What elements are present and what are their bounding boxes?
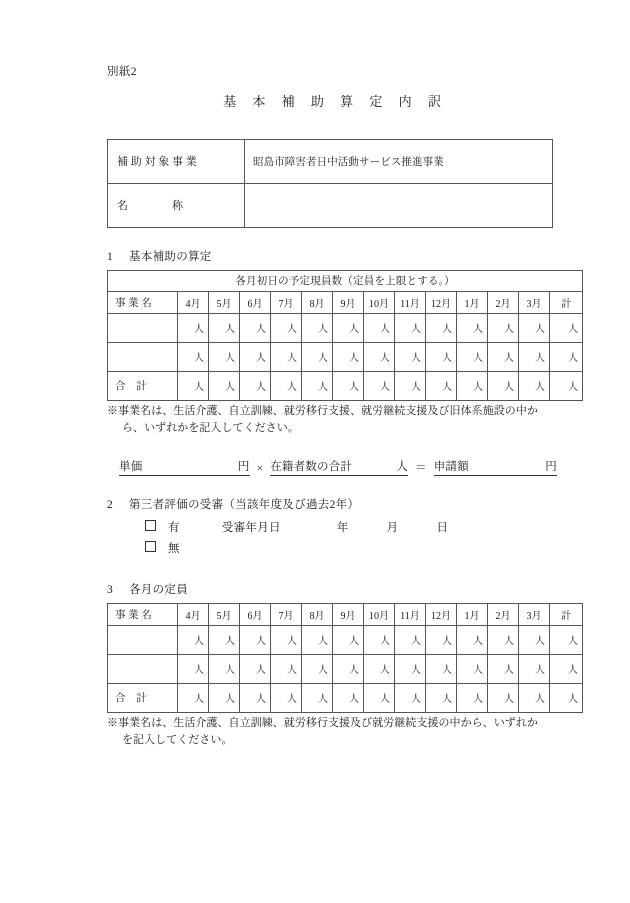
cell-s1r2-m6[interactable]: 人	[240, 342, 271, 371]
cell-s3r2-m5[interactable]: 人	[209, 654, 240, 683]
row-label-total-wrap	[115, 690, 170, 705]
section-1-note-line-2: ら、いずれかを記入してください。	[122, 422, 299, 435]
checkbox-icon-yes[interactable]	[145, 520, 156, 531]
row-label-business-1[interactable]	[108, 625, 178, 654]
section-3-heading	[107, 583, 557, 598]
info-label-text-wrap	[117, 153, 235, 169]
enrolled-total-people-unit: 人	[370, 458, 408, 476]
cell-s3total-m3[interactable]: 人	[519, 683, 550, 712]
cell-s1total-m5[interactable]: 人	[209, 371, 240, 400]
column-header-month-12: 12月	[426, 291, 457, 313]
cell-s1total-m2[interactable]: 人	[488, 371, 519, 400]
column-header-month-11: 11月	[395, 603, 426, 625]
cell-s1total-m6[interactable]: 人	[240, 371, 271, 400]
cell-s3r1-m9[interactable]: 人	[333, 625, 364, 654]
evaluation-date-year[interactable]: 年	[336, 522, 349, 535]
table-row	[108, 139, 553, 183]
cell-s3r2-m8[interactable]: 人	[302, 654, 333, 683]
option-row-no[interactable]	[107, 539, 557, 560]
document-title: 基 本 補 助 算 定 内 訳	[223, 93, 448, 109]
section-3-note-line-1: ※事業名は、生活介護、自立訓練、就労移行支援及び就労継続支援の中から、いずれか	[107, 716, 538, 729]
row-label-total	[108, 371, 178, 400]
column-header-total: 計	[550, 291, 583, 313]
info-label-target-business	[108, 139, 245, 183]
cell-s3total-m2[interactable]: 人	[488, 683, 519, 712]
column-header-month-5: 5月	[209, 291, 240, 313]
cell-s3r1-m1[interactable]: 人	[457, 625, 488, 654]
section-1-title: 基本補助の算定	[129, 250, 212, 263]
cell-s3r2-m10[interactable]: 人	[364, 654, 395, 683]
section-1-note-line-1: ※事業名は、生活介護、自立訓練、就労移行支援、就労継続支援及び旧体系施設の中か	[107, 404, 538, 417]
column-header-month-8: 8月	[302, 291, 333, 313]
column-header-month-3: 3月	[519, 291, 550, 313]
document-content	[107, 66, 579, 750]
cell-s3r1-m4[interactable]: 人	[178, 625, 209, 654]
cell-s3r1-m6[interactable]: 人	[240, 625, 271, 654]
cell-s1r2-m8[interactable]: 人	[302, 342, 333, 371]
section-1-note	[107, 403, 557, 439]
column-header-month-1: 1月	[457, 291, 488, 313]
section-2-heading	[107, 498, 557, 513]
column-header-month-6: 6月	[240, 603, 271, 625]
evaluation-date-label: 受審年月日	[221, 522, 281, 535]
column-header-month-6: 6月	[240, 291, 271, 313]
info-label-value: 補 助 対 象 事 業	[117, 156, 197, 169]
cell-s3total-m11[interactable]: 人	[395, 683, 426, 712]
cell-s1total-m4[interactable]: 人	[178, 371, 209, 400]
column-header-month-7: 7月	[271, 291, 302, 313]
evaluation-date-day[interactable]: 日	[436, 522, 449, 535]
column-header-month-9: 9月	[333, 291, 364, 313]
cell-s3r1-m8[interactable]: 人	[302, 625, 333, 654]
monthly-capacity-table	[107, 603, 583, 713]
cell-s1r1-m7[interactable]: 人	[271, 313, 302, 342]
cell-s3total-m12[interactable]: 人	[426, 683, 457, 712]
cell-s3r1-m7[interactable]: 人	[271, 625, 302, 654]
row-label-total	[108, 683, 178, 712]
cell-s1total-m11[interactable]: 人	[395, 371, 426, 400]
cell-s3r1-m10[interactable]: 人	[364, 625, 395, 654]
cell-s1total-m8[interactable]: 人	[302, 371, 333, 400]
section-1-number: 1	[107, 250, 114, 263]
cell-s3r1-m2[interactable]: 人	[488, 625, 519, 654]
section-2-title: 第三者評価の受審（当該年度及び過去2年）	[129, 499, 360, 512]
row-label-business-2[interactable]	[108, 654, 178, 683]
cell-s3total-m10[interactable]: 人	[364, 683, 395, 712]
cell-s3r2-m6[interactable]: 人	[240, 654, 271, 683]
planned-enrollment-caption: 各月初日の予定現員数（定員を上限とする。）	[108, 270, 583, 291]
column-header-label: 事 業 名	[115, 297, 152, 309]
third-party-evaluation-options	[107, 518, 557, 561]
column-header-month-11: 11月	[395, 291, 426, 313]
table-row	[108, 313, 583, 342]
section-2-number: 2	[107, 499, 114, 512]
cell-s1total-m12[interactable]: 人	[426, 371, 457, 400]
column-header-business-name	[108, 291, 178, 313]
column-header-month-4: 4月	[178, 603, 209, 625]
option-label-yes: 有	[168, 522, 180, 535]
cell-s3r2-m2[interactable]: 人	[488, 654, 519, 683]
multiply-operator: ×	[256, 463, 264, 476]
table-total-row	[108, 371, 583, 400]
cell-s1r2-m7[interactable]: 人	[271, 342, 302, 371]
option-row-yes[interactable]	[107, 518, 557, 539]
column-header-month-7: 7月	[271, 603, 302, 625]
column-header-month-2: 2月	[488, 603, 519, 625]
section-3-note	[107, 715, 557, 751]
evaluation-date-month[interactable]: 月	[386, 522, 399, 535]
cell-s1total-m7[interactable]: 人	[271, 371, 302, 400]
cell-s1r2-m3[interactable]: 人	[519, 342, 550, 371]
cell-s1r1-m9[interactable]: 人	[333, 313, 364, 342]
column-header-month-4: 4月	[178, 291, 209, 313]
column-header-month-3: 3月	[519, 603, 550, 625]
cell-s1r1-m12[interactable]: 人	[426, 313, 457, 342]
column-header-month-2: 2月	[488, 291, 519, 313]
cell-s1r1-m4[interactable]: 人	[178, 313, 209, 342]
table-row	[108, 625, 583, 654]
cell-s1total-m10[interactable]: 人	[364, 371, 395, 400]
cell-s3total-m5[interactable]: 人	[209, 683, 240, 712]
calculation-line	[119, 458, 557, 476]
cell-s3r2-m9[interactable]: 人	[333, 654, 364, 683]
cell-s1r1-m11[interactable]: 人	[395, 313, 426, 342]
cell-s3r1-m3[interactable]: 人	[519, 625, 550, 654]
cell-s3total-m8[interactable]: 人	[302, 683, 333, 712]
cell-s3r2-m11[interactable]: 人	[395, 654, 426, 683]
table-row	[108, 654, 583, 683]
checkbox-icon-no[interactable]	[145, 541, 156, 552]
row-label-total-wrap	[115, 378, 170, 393]
column-header-text-wrap	[115, 295, 170, 310]
table-header-row	[108, 603, 583, 625]
cell-s1total-m1[interactable]: 人	[457, 371, 488, 400]
row-label-business-1[interactable]	[108, 313, 178, 342]
application-amount-yen: 円	[486, 458, 557, 476]
column-header-total: 計	[550, 603, 583, 625]
info-value-target-business[interactable]: 昭島市障害者日中活動サービス推進事業	[245, 139, 553, 183]
column-header-month-5: 5月	[209, 603, 240, 625]
cell-s1r1-m3[interactable]: 人	[519, 313, 550, 342]
table-header-row	[108, 291, 583, 313]
cell-s1r2-m2[interactable]: 人	[488, 342, 519, 371]
column-header-text-wrap	[115, 607, 170, 622]
cell-s1r2-m5[interactable]: 人	[209, 342, 240, 371]
cell-s3total-m9[interactable]: 人	[333, 683, 364, 712]
cell-s3r1-m12[interactable]: 人	[426, 625, 457, 654]
cell-s1r1-m10[interactable]: 人	[364, 313, 395, 342]
column-header-month-8: 8月	[302, 603, 333, 625]
column-header-business-name	[108, 603, 178, 625]
cell-s1r1-total[interactable]: 人	[550, 313, 583, 342]
subsidy-info-table	[107, 139, 553, 228]
cell-s3total-m7[interactable]: 人	[271, 683, 302, 712]
column-header-month-10: 10月	[364, 291, 395, 313]
table-caption-row	[108, 270, 583, 291]
equals-operator: ＝	[415, 462, 427, 475]
section-3-note-line-2: を記入してください。	[122, 734, 233, 747]
cell-s1r1-m8[interactable]: 人	[302, 313, 333, 342]
row-label-total-text: 合 計	[115, 381, 147, 393]
cell-s1r1-m6[interactable]: 人	[240, 313, 271, 342]
cell-s3r2-m4[interactable]: 人	[178, 654, 209, 683]
column-header-month-10: 10月	[364, 603, 395, 625]
cell-s1r1-m1[interactable]: 人	[457, 313, 488, 342]
table-row	[108, 342, 583, 371]
cell-s1total-total[interactable]: 人	[550, 371, 583, 400]
planned-enrollment-table	[107, 270, 583, 401]
application-amount-label: 申請額	[434, 458, 487, 476]
cell-s1r2-m1[interactable]: 人	[457, 342, 488, 371]
unit-price-yen: 円	[202, 458, 249, 476]
section-3-title: 各月の定員	[129, 583, 188, 596]
cell-s3r2-m1[interactable]: 人	[457, 654, 488, 683]
cell-s3r1-total[interactable]: 人	[550, 625, 583, 654]
section-3-number: 3	[107, 583, 114, 596]
cell-s3total-m1[interactable]: 人	[457, 683, 488, 712]
info-value-name[interactable]	[245, 183, 553, 227]
cell-s1total-m9[interactable]: 人	[333, 371, 364, 400]
section-1-heading	[107, 250, 557, 265]
cell-s1r2-m10[interactable]: 人	[364, 342, 395, 371]
table-row	[108, 183, 553, 227]
option-label-no: 無	[168, 543, 180, 556]
cell-s3r2-m7[interactable]: 人	[271, 654, 302, 683]
row-label-business-2[interactable]	[108, 342, 178, 371]
cell-s3total-m6[interactable]: 人	[240, 683, 271, 712]
cell-s1r2-m4[interactable]: 人	[178, 342, 209, 371]
cell-s3r1-m11[interactable]: 人	[395, 625, 426, 654]
document-tag: 別紙2	[107, 66, 137, 78]
info-label-value: 名 称	[117, 200, 183, 213]
column-header-label: 事 業 名	[115, 609, 152, 621]
column-header-month-1: 1月	[457, 603, 488, 625]
cell-s1r1-m5[interactable]: 人	[209, 313, 240, 342]
cell-s1r2-m11[interactable]: 人	[395, 342, 426, 371]
unit-price-label: 単価	[119, 458, 202, 476]
cell-s3r1-m5[interactable]: 人	[209, 625, 240, 654]
cell-s3r2-m3[interactable]: 人	[519, 654, 550, 683]
cell-s1r1-m2[interactable]: 人	[488, 313, 519, 342]
cell-s3r2-total[interactable]: 人	[550, 654, 583, 683]
row-label-total-text: 合 計	[115, 693, 147, 705]
cell-s1total-m3[interactable]: 人	[519, 371, 550, 400]
column-header-month-9: 9月	[333, 603, 364, 625]
cell-s3r2-m12[interactable]: 人	[426, 654, 457, 683]
cell-s3total-total[interactable]: 人	[550, 683, 583, 712]
cell-s3total-m4[interactable]: 人	[178, 683, 209, 712]
cell-s1r2-total[interactable]: 人	[550, 342, 583, 371]
column-header-month-12: 12月	[426, 603, 457, 625]
cell-s1r2-m9[interactable]: 人	[333, 342, 364, 371]
enrolled-total-label: 在籍者数の合計	[270, 458, 370, 476]
info-label-name	[108, 183, 245, 227]
cell-s1r2-m12[interactable]: 人	[426, 342, 457, 371]
table-total-row	[108, 683, 583, 712]
